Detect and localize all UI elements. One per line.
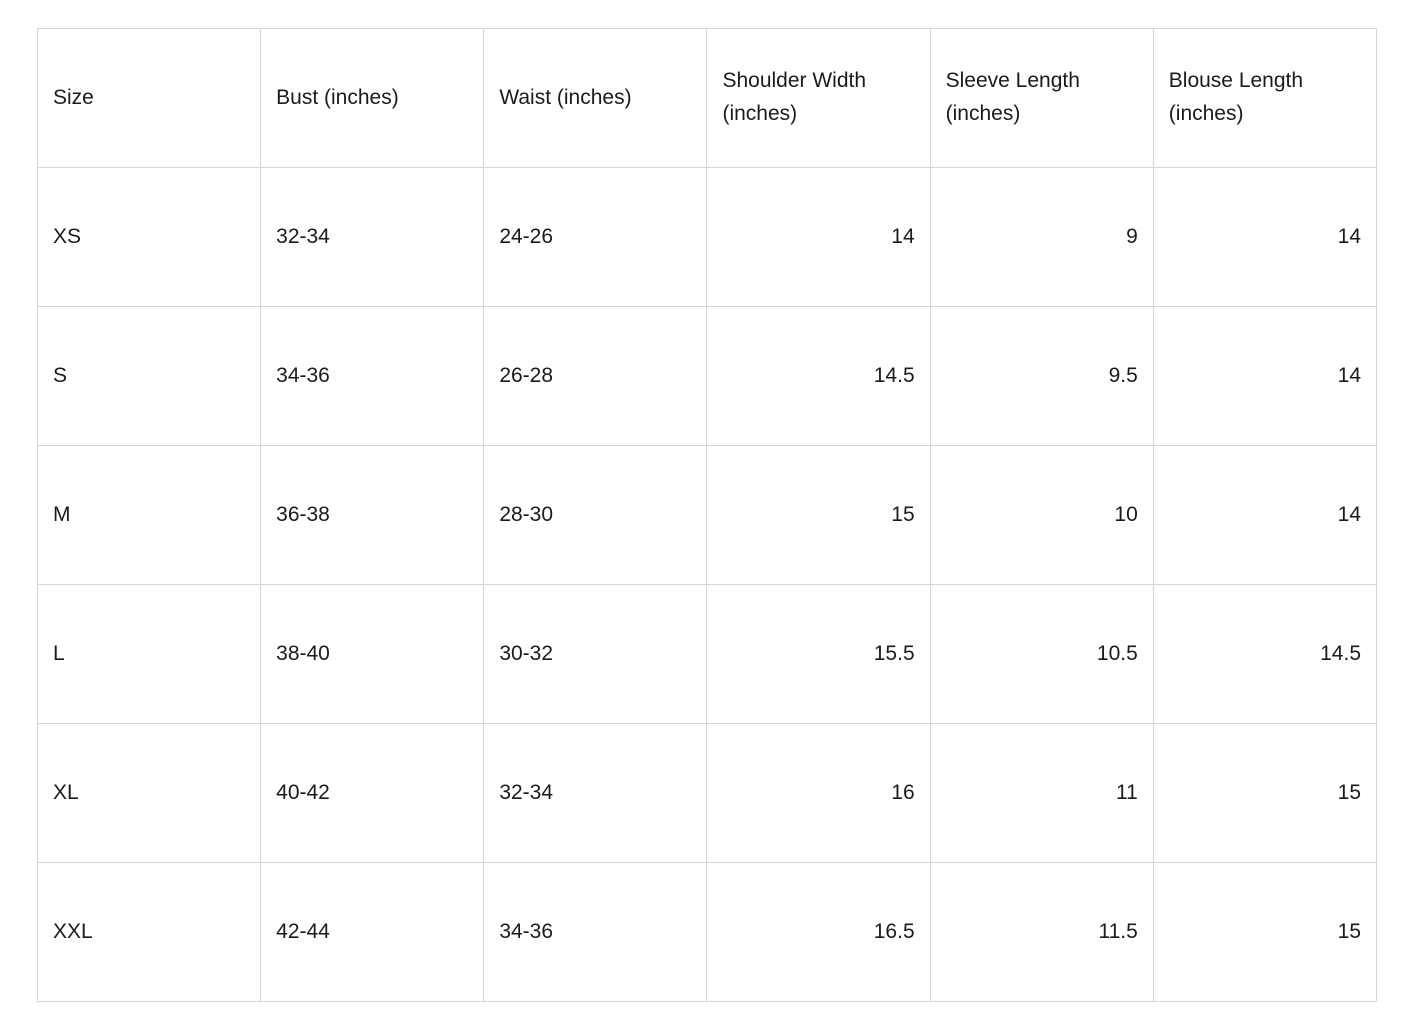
cell-shoulder-width: 16 xyxy=(707,724,930,863)
cell-sleeve-length: 11 xyxy=(930,724,1153,863)
cell-waist: 26-28 xyxy=(484,307,707,446)
cell-size: S xyxy=(38,307,261,446)
cell-shoulder-width: 15.5 xyxy=(707,585,930,724)
size-chart-body xyxy=(38,168,1377,1002)
cell-size: XS xyxy=(38,168,261,307)
header-bust: Bust (inches) xyxy=(261,29,484,168)
header-shoulder-width: Shoulder Width (inches) xyxy=(707,29,930,168)
table-row xyxy=(38,446,1377,585)
table-row xyxy=(38,585,1377,724)
cell-waist: 24-26 xyxy=(484,168,707,307)
cell-blouse-length: 14 xyxy=(1153,168,1376,307)
header-blouse-length: Blouse Length (inches) xyxy=(1153,29,1376,168)
cell-bust: 38-40 xyxy=(261,585,484,724)
header-size: Size xyxy=(38,29,261,168)
table-row xyxy=(38,724,1377,863)
size-chart-table xyxy=(37,28,1377,1002)
header-row xyxy=(38,29,1377,168)
cell-waist: 34-36 xyxy=(484,863,707,1002)
cell-size: XL xyxy=(38,724,261,863)
cell-waist: 32-34 xyxy=(484,724,707,863)
cell-size: L xyxy=(38,585,261,724)
cell-size: XXL xyxy=(38,863,261,1002)
header-sleeve-length: Sleeve Length (inches) xyxy=(930,29,1153,168)
cell-sleeve-length: 11.5 xyxy=(930,863,1153,1002)
cell-shoulder-width: 14 xyxy=(707,168,930,307)
cell-blouse-length: 14 xyxy=(1153,446,1376,585)
cell-sleeve-length: 10.5 xyxy=(930,585,1153,724)
cell-size: M xyxy=(38,446,261,585)
cell-blouse-length: 14.5 xyxy=(1153,585,1376,724)
cell-bust: 36-38 xyxy=(261,446,484,585)
cell-sleeve-length: 9.5 xyxy=(930,307,1153,446)
cell-sleeve-length: 9 xyxy=(930,168,1153,307)
cell-bust: 34-36 xyxy=(261,307,484,446)
cell-waist: 28-30 xyxy=(484,446,707,585)
table-row xyxy=(38,863,1377,1002)
cell-bust: 40-42 xyxy=(261,724,484,863)
cell-shoulder-width: 15 xyxy=(707,446,930,585)
cell-blouse-length: 15 xyxy=(1153,863,1376,1002)
cell-sleeve-length: 10 xyxy=(930,446,1153,585)
cell-bust: 32-34 xyxy=(261,168,484,307)
cell-shoulder-width: 16.5 xyxy=(707,863,930,1002)
cell-blouse-length: 14 xyxy=(1153,307,1376,446)
cell-waist: 30-32 xyxy=(484,585,707,724)
size-chart-header xyxy=(38,29,1377,168)
cell-shoulder-width: 14.5 xyxy=(707,307,930,446)
table-row xyxy=(38,307,1377,446)
cell-bust: 42-44 xyxy=(261,863,484,1002)
header-waist: Waist (inches) xyxy=(484,29,707,168)
cell-blouse-length: 15 xyxy=(1153,724,1376,863)
table-row xyxy=(38,168,1377,307)
